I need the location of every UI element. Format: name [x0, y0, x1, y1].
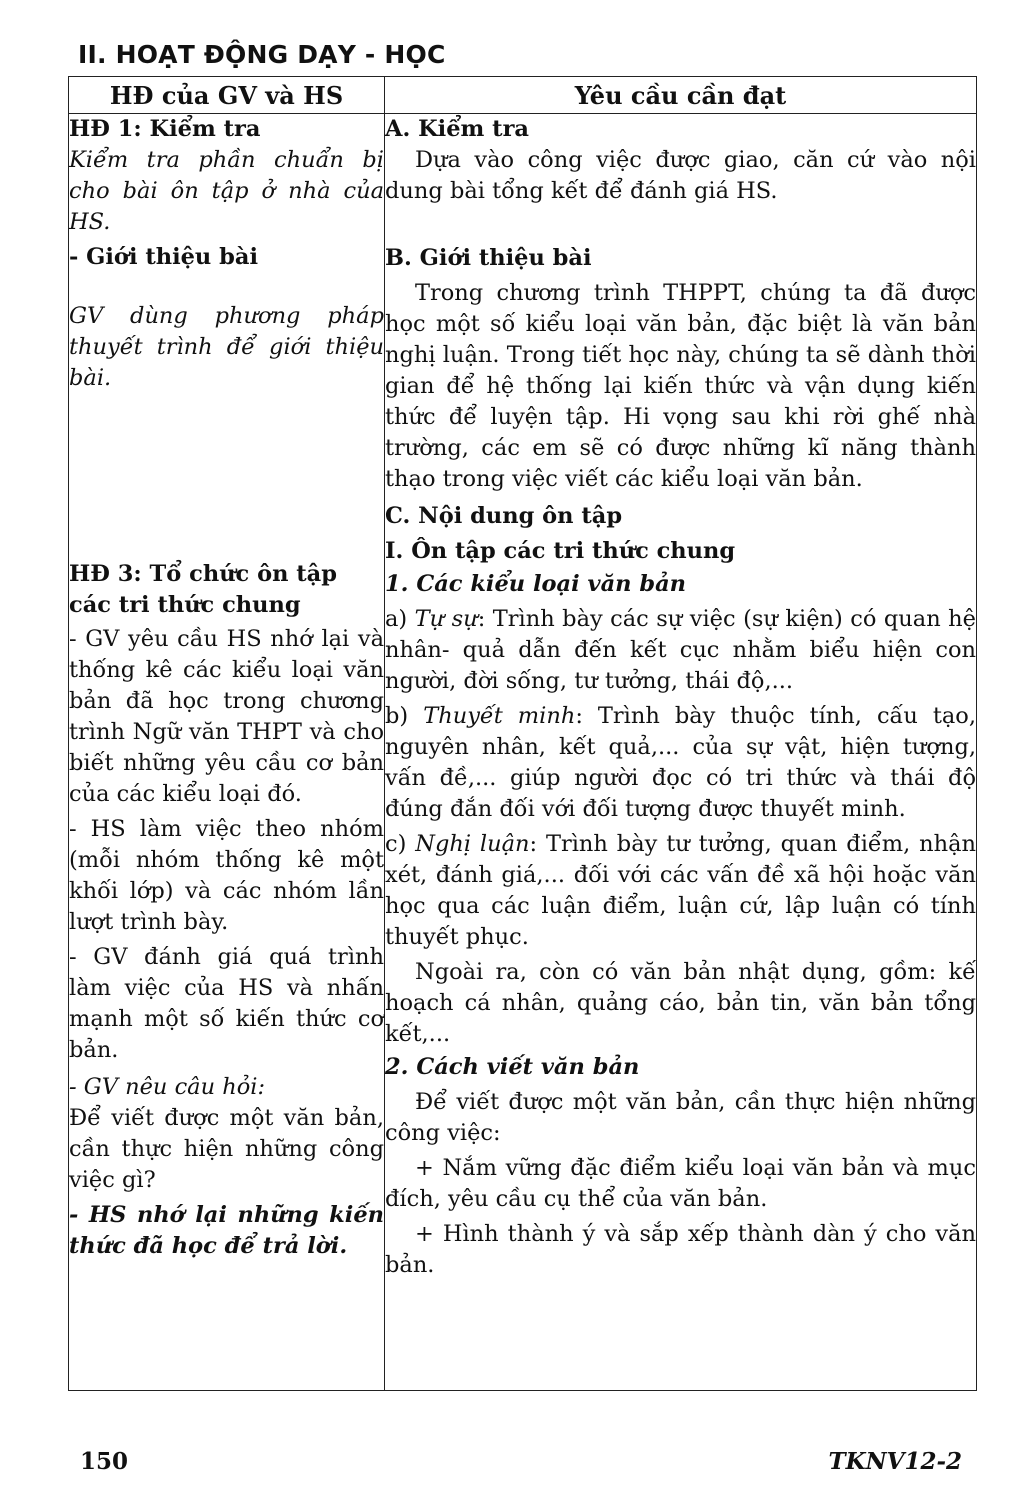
page-number: 150 [80, 1448, 129, 1475]
writing-intro: Để viết được một văn bản, cần thực hiện những công việc: [385, 1089, 976, 1146]
intro-text: GV dùng phương pháp thuyết trình để giới thiệu bài. [69, 303, 384, 391]
header-activities: HĐ của GV và HS [69, 77, 385, 114]
section-a-title: A. Kiểm tra [385, 116, 530, 142]
text-type-expository [385, 701, 976, 825]
item-a-prefix: a) [385, 606, 415, 632]
hd3-answer: - HS nhớ lại những kiến thức đã học để trả lời. [69, 1202, 384, 1259]
item-c-prefix: c) [385, 831, 416, 857]
writing-step-2: + Hình thành ý và sắp xếp thành dàn ý cho văn bản. [385, 1221, 976, 1278]
intro-title: - Giới thiệu bài [69, 244, 258, 270]
text-type-argumentative [385, 829, 976, 953]
hd1-text: Kiểm tra phần chuẩn bị cho bài ôn tập ở nhà của HS. [69, 147, 384, 235]
subsection-1-title: 1. Các kiểu loại văn bản [385, 571, 687, 597]
term-narrative: Tự sự [414, 606, 478, 632]
def-narrative: : Trình bày các sự việc (sự kiện) có quan hệ nhân- quả dẫn đến kết cục nhằm biểu hiện con người, đời sống, tư tưởng, thái độ,... [385, 606, 976, 694]
item-b-prefix: b) [385, 703, 424, 729]
activities-column [69, 114, 385, 1391]
table-header-row [69, 77, 977, 114]
hd1-title: HĐ 1: Kiểm tra [69, 116, 261, 142]
def-expository: : Trình bày thuộc tính, cấu tạo, nguyên nhân, kết quả,... của sự vật, hiện tượng, vấn đề,... giúp người đọc có tri thức và thái độ đúng đắn đối với đối tượng được thuyết minh. [385, 703, 976, 822]
part-i-title: I. Ôn tập các tri thức chung [385, 538, 736, 564]
text-type-narrative [385, 604, 976, 697]
writing-step-1: + Nắm vững đặc điểm kiểu loại văn bản và mục đích, yêu cầu cụ thể của văn bản. [385, 1155, 976, 1212]
section-b-text: Trong chương trình THPPT, chúng ta đã được học một số kiểu loại văn bản, đặc biệt là văn bản nghị luận. Trong tiết học này, chúng ta sẽ dành thời gian để hệ thống lại kiến thức và vận dụng kiến thức để luyện tập. Hi vọng sau khi rời ghế nhà trường, các em sẽ có được những kĩ năng thành thạo trong việc viết các kiểu loại văn bản. [385, 280, 976, 492]
requirements-column [385, 114, 977, 1391]
header-requirements: Yêu cầu cần đạt [385, 77, 977, 114]
book-code: TKNV12-2 [828, 1448, 962, 1475]
lesson-table [68, 76, 977, 1391]
hd3-title: HĐ 3: Tổ chức ôn tập các tri thức chung [69, 561, 337, 618]
hd3-step-3: - GV đánh giá quá trình làm việc của HS và nhấn mạnh một số kiến thức cơ bản. [69, 944, 384, 1063]
hd3-step-2: - HS làm việc theo nhóm (mỗi nhóm thống kê một khối lớp) và các nhóm lần lượt trình bày. [69, 816, 384, 935]
def-argumentative: : Trình bày tư tưởng, quan điểm, nhận xét, đánh giá,... đối với các vấn đề xã hội hoặc văn học qua các luận điểm, luận cứ, lập luận có tính thuyết phục. [385, 831, 976, 950]
table-body-row [69, 114, 977, 1391]
section-b-title: B. Giới thiệu bài [385, 245, 592, 271]
section-a-text: Dựa vào công việc được giao, căn cứ vào nội dung bài tổng kết để đánh giá HS. [385, 147, 976, 204]
term-argumentative: Nghị luận [415, 831, 530, 857]
hd3-question-label: - GV nêu câu hỏi: [69, 1074, 266, 1100]
term-expository: Thuyết minh [423, 703, 576, 729]
hd3-question-text: Để viết được một văn bản, cần thực hiện những công việc gì? [69, 1105, 384, 1193]
section-heading: II. HOẠT ĐỘNG DẠY - HỌC [78, 40, 446, 69]
subsection-2-title: 2. Cách viết văn bản [385, 1054, 640, 1080]
other-text-types: Ngoài ra, còn có văn bản nhật dụng, gồm: kế hoạch cá nhân, quảng cáo, bản tin, văn bản tổng kết,... [385, 959, 976, 1047]
hd3-step-1: - GV yêu cầu HS nhớ lại và thống kê các kiểu loại văn bản đã học trong chương trình Ngữ văn THPT và cho biết những yêu cầu cơ bản của các kiểu loại đó. [69, 626, 384, 807]
section-c-title: C. Nội dung ôn tập [385, 503, 623, 529]
